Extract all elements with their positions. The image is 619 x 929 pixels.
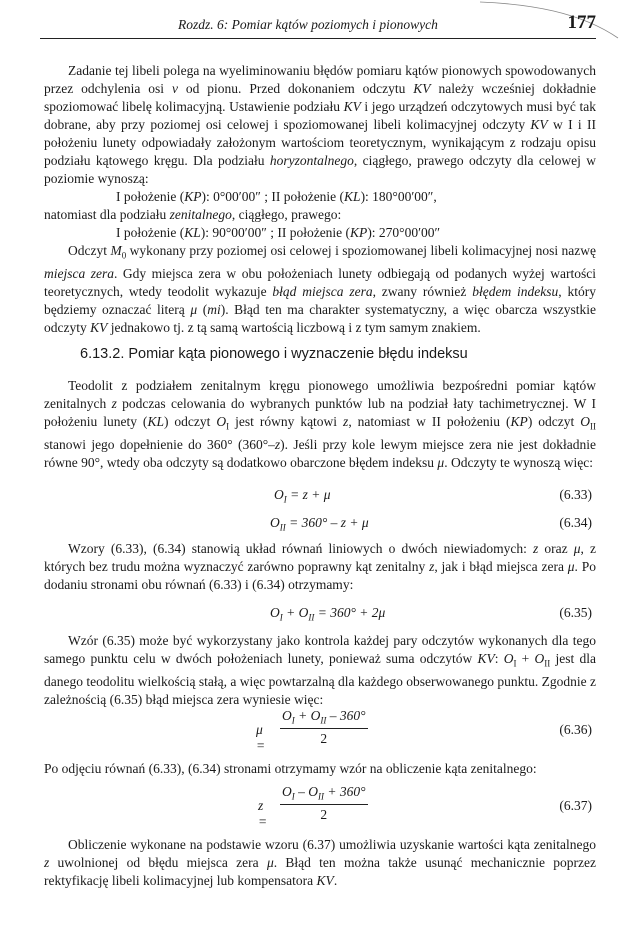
line-zenith-readings: I położenie (KL): 90°00′00″ ; II położenie (KP): 270°00′00″ <box>116 225 441 240</box>
header-title: Rozdz. 6: Pomiar kątów poziomych i pionowych <box>178 17 438 32</box>
equation-6-36: μ = $O_I + O_{II} - 360^\circ$ 2 (6.36) <box>256 708 592 753</box>
paragraph-teodolit: Teodolit z podziałem zenitalnym kręgu pionowego umożliwia bezpośredni pomiar kątów zenitalnych z podczas celowania do wybranych punktów lub na podział łaty tachimetrycznej. W I położeniu lunety (KL) odczyt $O_I$ jest równy kątowi z, natomiast w II położeniu (KP) odczyt $O_{II}$ stanowi jego dopełnienie do 360° (360°–z). Jeśli przy kole lewym miejsce zera nie jest dokładnie równe 90°, wtedy oba odczyty są dodatkowo obarczone błędem indeksu μ. Odczyty te wynoszą więc: <box>44 378 597 470</box>
equation-number: (6.33) <box>559 487 592 502</box>
equation-6-33: $O_I = z + \mu$ (6.33) <box>274 487 592 505</box>
paragraph-obliczenie: Obliczenie wykonane na podstawie wzoru (6.37) umożliwia uzyskanie wartości kąta zenitalnego z uwolnionej od błędu miejsca zera μ. Błąd ten można także usunąć mechanicznie poprzez rektyfikację libeli kolimacyjnej lub kompensatora KV. <box>44 837 596 888</box>
running-header <box>40 14 596 39</box>
equation-number: (6.37) <box>559 798 592 813</box>
fraction: $O_I - O_{II} + 360^\circ$ 2 <box>282 784 366 822</box>
equation-6-34: $O_{II} = 360^\circ - z + \mu$ (6.34) <box>270 515 592 533</box>
paragraph-wzory: Wzory (6.33), (6.34) stanowią układ równań liniowych o dwóch niewiadomych: z oraz μ, z których bez trudu można wyznaczyć zarówno poprawny kąt zenitalny z, jak i błąd miejsca zera μ. Po dodaniu stronami obu równań (6.33) i (6.34) otrzymamy: <box>44 541 597 592</box>
line-natomiast: natomiast dla podziału zenitalnego, ciągłego, prawego: <box>44 207 342 222</box>
equation-number: (6.36) <box>559 722 592 737</box>
section-heading: 6.13.2. Pomiar kąta pionowego i wyznaczenie błędu indeksu <box>80 346 468 362</box>
page-number: 177 <box>567 12 596 33</box>
paragraph-miejsce-zera: Odczyt $M_0$ wykonany przy poziomej osi celowej i spoziomowanej libeli kolimacyjnej nosi nazwę miejsca zera. Gdy miejsca zera w obu położeniach lunety odbiegają od podanych wyżej wartości teoretycznych, wtedy teodolit wykazuje błąd miejsca zera, zwany również błędem indeksu, który będziemy oznaczać literą μ (mi). Błąd ten ma charakter systematyczny, a więc obarcza wszystkie odczyty KV jednakowo tj. z tą samą wartością liczbową i z tym samym znakiem. <box>44 243 597 335</box>
intro-block <box>44 62 596 337</box>
fraction: $O_I + O_{II} - 360^\circ$ 2 <box>282 708 366 746</box>
paragraph-odjecie: Po odjęciu równań (6.33), (6.34) stronami otrzymamy wzór na obliczenie kąta zenitalnego: <box>44 761 537 776</box>
equation-6-35: $O_I + O_{II} = 360^\circ + 2\mu$ (6.35) <box>270 605 592 623</box>
line-horizontal-readings: I położenie (KP): 0°00′00″ ; II położenie (KL): 180°00′00″, <box>116 189 437 204</box>
equation-6-37: z = $O_I - O_{II} + 360^\circ$ 2 (6.37) <box>258 784 592 829</box>
paragraph-libela: Zadanie tej libeli polega na wyeliminowaniu błędów pomiaru kątów pionowych spowodowanych przez odchylenia osi v od pionu. Przed dokonaniem odczytu KV należy wcześniej dokładnie spoziomować libelę kolimacyjną. Ustawienie podziału KV i jego urządzeń odczytowych musi być tak dobrane, aby przy poziomej osi celowej i spoziomowanej libeli kolimacyjnej odczyty KV w I i II położeniu lunety odpowiadały założonym wartościom teoretycznym, wynikającym z rodzaju opisu podziału kątowego kręgu. Dla podziału horyzontalnego, ciągłego, prawego odczyty dla celowej w poziomie wynoszą: <box>44 63 596 186</box>
paragraph-kontrola: Wzór (6.35) może być wykorzystany jako kontrola każdej pary odczytów wykonanych dla tego samego punktu celu w dwóch położeniach lunety, ponieważ suma odczytów KV: $O_I + O_{II}$ jest dla danego teodolitu wielkością stałą, a więc powtarzalną dla każdego obserwowanego punktu. Zgodnie z zależnością (6.35) błąd miejsca zera wyniesie więc: <box>44 633 596 707</box>
equation-number: (6.34) <box>559 515 592 530</box>
equation-number: (6.35) <box>559 605 592 620</box>
